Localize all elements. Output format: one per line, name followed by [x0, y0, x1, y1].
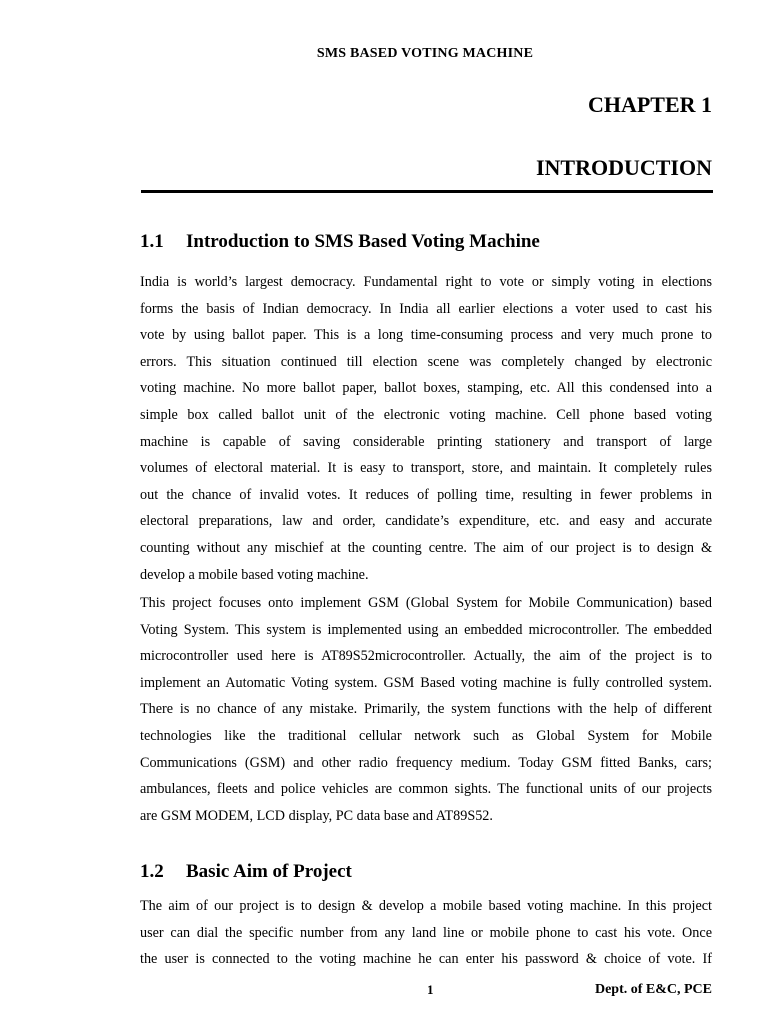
text-line: ambulances, fleets and police vehicles are common sights. The functional units of our projects — [140, 781, 712, 798]
text-line: electoral preparations, law and order, candidate’s expenditure, etc. and easy and accurate — [140, 513, 712, 530]
chapter-title: INTRODUCTION — [535, 155, 712, 180]
text-line: Communications (GSM) and other radio frequency medium. Today GSM fitted Banks, cars; — [140, 754, 712, 771]
text-line: user can dial the specific number from any land line or mobile phone to cast his vote. Once — [140, 924, 712, 941]
text-line: develop a mobile based voting machine. — [140, 566, 369, 583]
footer-department: Dept. of E&C, PCE — [594, 982, 712, 997]
text-line: the user is connected to the voting machine he can enter his password & choice of vote. If — [140, 951, 712, 968]
text-line: counting without any mischief at the counting centre. The aim of our project is to design & — [140, 539, 712, 556]
page-number: 1 — [427, 982, 434, 997]
text-line: simple box called ballot unit of the electronic voting machine. Cell phone based voting — [140, 406, 712, 423]
section-number: 1.1 — [140, 231, 164, 252]
paragraph-intro — [140, 269, 712, 588]
section-number: 1.2 — [140, 861, 164, 882]
chapter-rule — [141, 190, 713, 193]
section-heading-1-2 — [140, 861, 352, 883]
text-line: Voting System. This system is implemented using an embedded microcontroller. The embedded — [140, 621, 712, 638]
text-line: India is world’s largest democracy. Fundamental right to vote or simply voting in elections — [140, 274, 712, 290]
text-line: microcontroller used here is AT89S52microcontroller. Actually, the aim of the project is to — [140, 648, 712, 665]
text-line: are GSM MODEM, LCD display, PC data base and AT89S52. — [140, 807, 493, 824]
text-line: technologies like the traditional cellular network such as Global System for Mobile — [140, 727, 712, 744]
running-header: SMS BASED VOTING MACHINE — [316, 46, 534, 61]
paragraph-gsm — [140, 590, 712, 829]
text-line: voting machine. No more ballot paper, ballot boxes, stamping, etc. All this condensed into a — [140, 380, 712, 397]
section-title: Basic Aim of Project — [186, 861, 352, 882]
text-line: forms the basis of Indian democracy. In India all earlier elections a voter used to cast his — [140, 300, 712, 317]
text-line: implement an Automatic Voting system. GSM Based voting machine is fully controlled system. — [140, 674, 712, 691]
text-line: There is no chance of any mistake. Primarily, the system functions with the help of different — [140, 701, 712, 718]
chapter-number: CHAPTER 1 — [587, 92, 712, 117]
text-line: volumes of electoral material. It is easy to transport, store, and maintain. It completely rules — [140, 460, 712, 477]
text-line: The aim of our project is to design & develop a mobile based voting machine. In this project — [140, 898, 712, 914]
text-line: out the chance of invalid votes. It reduces of polling time, resulting in fewer problems in — [140, 486, 712, 503]
text-line: This project focuses onto implement GSM (Global System for Mobile Communication) based — [140, 595, 712, 611]
section-heading-1-1 — [140, 231, 540, 253]
text-line: machine is capable of saving considerable printing stationery and transport of large — [140, 433, 712, 450]
text-line: vote by using ballot paper. This is a long time-consuming process and very much prone to — [140, 327, 712, 344]
section-title: Introduction to SMS Based Voting Machine — [186, 231, 540, 252]
paragraph-aim — [140, 893, 712, 973]
text-line: errors. This situation continued till election scene was completely changed by electronic — [140, 353, 712, 370]
